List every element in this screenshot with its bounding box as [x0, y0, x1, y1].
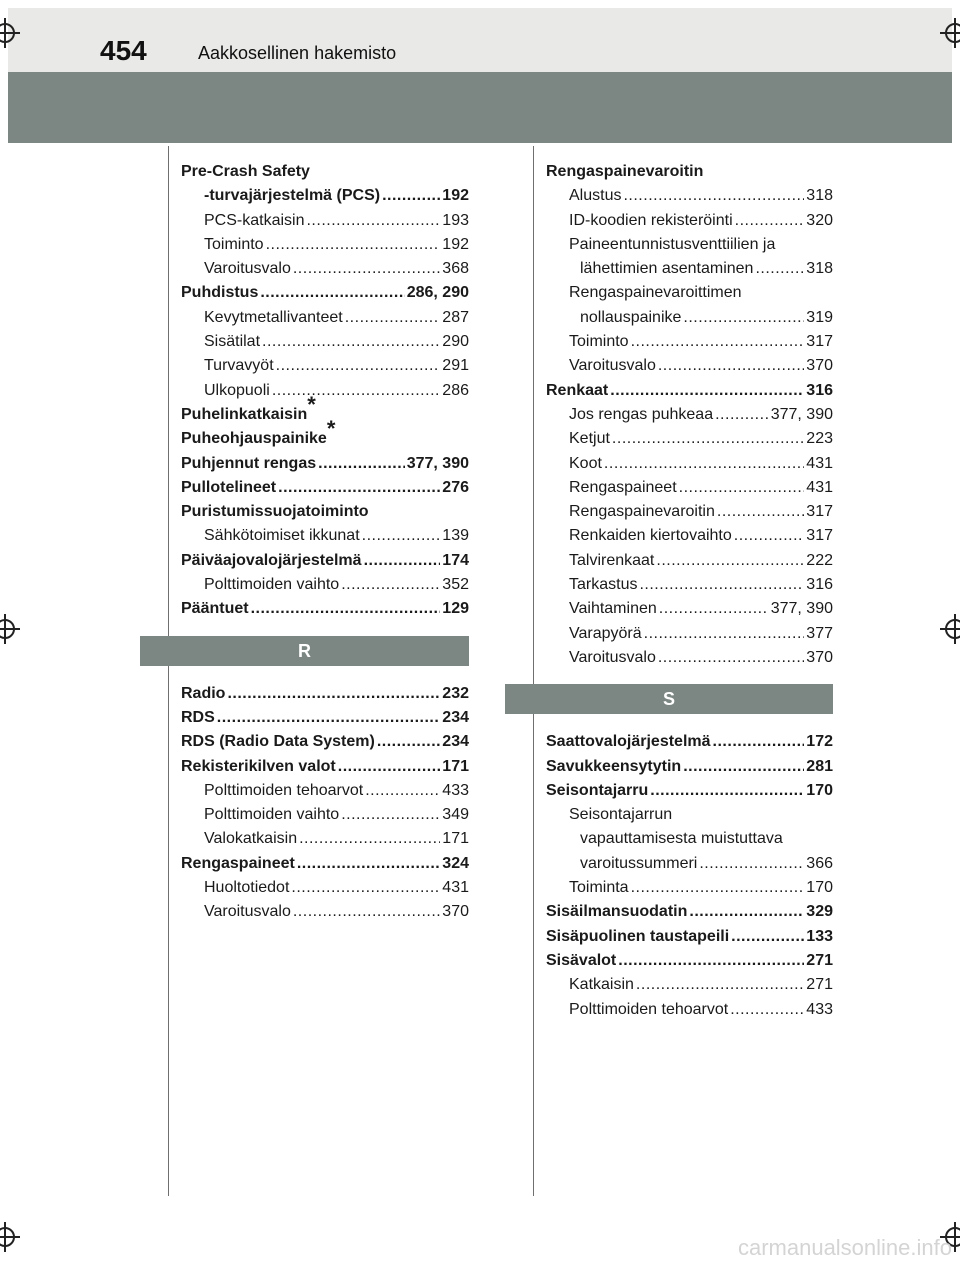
dot-leader [631, 330, 805, 354]
index-entry [546, 852, 833, 876]
entry-page-ref: 281 [806, 757, 833, 775]
crop-mark-icon [0, 1222, 20, 1252]
entry-page-ref: 317 [806, 527, 833, 545]
dot-leader [341, 573, 440, 597]
index-entry [181, 706, 469, 730]
crop-mark-icon [940, 18, 960, 48]
entry-term: Rengaspaineet [181, 854, 295, 872]
dot-leader [337, 427, 467, 451]
entry-term: Polttimoiden vaihto [204, 806, 340, 824]
entry-term: Pääntuet [181, 600, 249, 618]
entry-term: Varoitusvalo [204, 903, 291, 921]
entry-page-ref: 171 [442, 757, 469, 775]
dot-leader [293, 900, 440, 924]
index-entry [546, 925, 833, 949]
crop-mark-icon [940, 614, 960, 644]
entry-term: RDS (Radio Data System) [181, 733, 375, 751]
dot-leader [658, 646, 804, 670]
entry-term: Kevytmetallivanteet [204, 308, 343, 326]
entry-page-ref: 317 [806, 503, 833, 521]
dot-leader [658, 354, 804, 378]
entry-page-ref: 316 [806, 381, 833, 399]
index-entry [181, 524, 469, 548]
index-entry [546, 755, 833, 779]
dot-leader [656, 549, 804, 573]
dot-leader [345, 306, 441, 330]
index-entry [181, 779, 469, 803]
page-header [8, 8, 952, 143]
left-column-rule [168, 146, 169, 1196]
index-entry [546, 622, 833, 646]
entry-term: Sisätilat [204, 333, 261, 351]
index-entry [546, 427, 833, 451]
entry-term: Polttimoiden vaihto [204, 576, 340, 594]
dot-leader [755, 257, 804, 281]
dot-leader [318, 403, 467, 427]
entry-term: Renkaiden kiertovaihto [569, 527, 732, 545]
index-entry [181, 876, 469, 900]
crop-mark-icon [0, 18, 20, 48]
dot-leader [299, 827, 440, 851]
index-entry [181, 597, 469, 621]
index-entry [181, 500, 469, 524]
entry-term: Koot [569, 454, 602, 472]
entry-term: Polttimoiden tehoarvot [204, 781, 364, 799]
entry-term: Valokatkaisin [204, 830, 298, 848]
index-entry [546, 524, 833, 548]
entry-page-ref: 234 [442, 733, 469, 751]
entry-page-ref: 352 [442, 576, 469, 594]
dot-leader [631, 876, 805, 900]
dot-leader [604, 452, 804, 476]
entry-page-ref: 234 [442, 708, 469, 726]
watermark: carmanualsonline.info [737, 1235, 952, 1260]
dot-leader [338, 755, 441, 779]
entry-term: Seisontajarrun [569, 806, 673, 824]
index-entry [546, 354, 833, 378]
entry-term: Ketjut [569, 430, 610, 448]
crop-mark-icon [0, 614, 20, 644]
dot-leader [717, 500, 804, 524]
index-entry [546, 549, 833, 573]
dot-leader [272, 379, 440, 403]
entry-page-ref: 171 [442, 830, 469, 848]
index-entry [181, 803, 469, 827]
index-entry [546, 730, 833, 754]
entry-page-ref: 172 [806, 733, 833, 751]
dot-leader [362, 524, 441, 548]
entry-page-ref: 433 [442, 781, 469, 799]
page-title: Aakkosellinen hakemisto [198, 43, 397, 63]
index-entry [181, 354, 469, 378]
entry-page-ref: 193 [442, 211, 469, 229]
entry-page-ref: 271 [806, 951, 833, 969]
entry-page-ref: 377, 390 [770, 600, 833, 618]
entry-term: Huoltotiedot [204, 879, 290, 897]
index-entry [181, 391, 469, 427]
index-entry [181, 330, 469, 354]
entry-term: Renkaat [546, 381, 609, 399]
dot-leader [689, 900, 804, 924]
index-entry [546, 803, 833, 827]
entry-term: Pre-Crash Safety [181, 163, 310, 180]
entry-page-ref: 366 [806, 854, 833, 872]
dot-leader [713, 730, 805, 754]
dot-leader [735, 209, 805, 233]
index-entry [546, 646, 833, 670]
index-entry [546, 476, 833, 500]
index-entry [181, 281, 469, 305]
dot-leader [365, 779, 440, 803]
entry-page-ref: 317 [806, 333, 833, 351]
index-entry [546, 998, 833, 1022]
index-entry [181, 900, 469, 924]
index-entry [181, 209, 469, 233]
index-entry [181, 476, 469, 500]
entry-term: Puristumissuojatoiminto [181, 503, 369, 521]
dot-leader [639, 573, 804, 597]
entry-page-ref: 320 [806, 211, 833, 229]
right-entries-bottom [546, 730, 833, 1022]
dot-leader [318, 452, 405, 476]
left-entries-bottom [181, 682, 469, 925]
entry-term: Toiminto [204, 235, 264, 253]
entry-term: Varoitusvalo [204, 260, 291, 278]
dot-leader [744, 281, 831, 305]
index-entry [546, 973, 833, 997]
entry-page-ref: 377, 390 [406, 454, 469, 472]
index-entry [546, 379, 833, 403]
index-entry [546, 597, 833, 621]
index-entry [546, 876, 833, 900]
entry-term: Katkaisin [569, 976, 634, 994]
entry-page-ref: 319 [806, 308, 833, 326]
entry-term: Rekisterikilven valot [181, 757, 336, 775]
dot-leader [618, 949, 804, 973]
entry-page-ref: 286, 290 [406, 284, 469, 302]
index-entry [546, 330, 833, 354]
entry-page-ref: 316 [806, 576, 833, 594]
entry-page-ref: 433 [806, 1000, 833, 1018]
index-entry [546, 306, 833, 330]
entry-term: Savukkeensytytin [546, 757, 682, 775]
index-entry [181, 730, 469, 754]
left-column [181, 160, 469, 925]
header-top-band [8, 8, 952, 72]
entry-page-ref: 329 [806, 903, 833, 921]
index-entry [546, 403, 833, 427]
entry-term: Talvirenkaat [569, 551, 655, 569]
entry-page-ref: 324 [442, 854, 469, 872]
index-entry [546, 233, 833, 257]
dot-leader [297, 852, 440, 876]
entry-page-ref: 431 [806, 454, 833, 472]
entry-term: Rengaspainevaroittimen [569, 284, 742, 302]
entry-page-ref: 276 [442, 478, 469, 496]
entry-term: Radio [181, 684, 226, 702]
entry-term: Sisäpuolinen taustapeili [546, 927, 730, 945]
entry-term: Varapyörä [569, 624, 642, 642]
entry-page-ref: 133 [806, 927, 833, 945]
footnote-star: * [326, 416, 336, 442]
entry-term: Puhelinkatkaisin [181, 405, 308, 423]
dot-leader [377, 730, 440, 754]
entry-page-ref: 290 [442, 333, 469, 351]
dot-leader [734, 524, 805, 548]
dot-leader [650, 779, 804, 803]
dot-leader [217, 706, 441, 730]
dot-leader [266, 233, 441, 257]
index-entry [546, 281, 833, 305]
entry-term: Puheohjauspainike [181, 430, 327, 448]
entry-page-ref: 192 [442, 235, 469, 253]
dot-leader [260, 281, 404, 305]
dot-leader [683, 755, 804, 779]
dot-leader [679, 476, 805, 500]
entry-term: PCS-katkaisin [204, 211, 305, 229]
entry-term: Puhdistus [181, 284, 259, 302]
left-entries-top [181, 160, 469, 622]
entry-term: Rengaspaineet [569, 478, 677, 496]
entry-term: Paineentunnistusventtiilien ja [569, 235, 776, 253]
dot-leader [636, 973, 804, 997]
entry-term: Varoitusvalo [569, 357, 656, 375]
dot-leader [371, 500, 467, 524]
index-entry [546, 779, 833, 803]
dot-leader [659, 597, 769, 621]
entry-term: Seisontajarru [546, 781, 649, 799]
dot-leader [683, 306, 804, 330]
index-entry [546, 900, 833, 924]
index-entry [181, 452, 469, 476]
entry-page-ref: 222 [806, 551, 833, 569]
dot-leader [644, 622, 805, 646]
index-entry [546, 573, 833, 597]
right-entries-top [546, 160, 833, 670]
entry-page-ref: 349 [442, 806, 469, 824]
right-column [546, 160, 833, 1022]
entry-term: Alustus [569, 187, 622, 205]
entry-term: Saattovalojärjestelmä [546, 733, 711, 751]
entry-page-ref: 377, 390 [770, 405, 833, 423]
section-letter-s: S [505, 684, 833, 714]
entry-page-ref: 170 [806, 781, 833, 799]
entry-term: Sisävalot [546, 951, 617, 969]
entry-page-ref: 129 [442, 600, 469, 618]
index-entry [181, 827, 469, 851]
entry-term: lähettimien asentaminen [580, 260, 754, 278]
entry-page-ref: 223 [806, 430, 833, 448]
dot-leader [293, 257, 440, 281]
entry-page-ref: 291 [442, 357, 469, 375]
entry-term: Varoitusvalo [569, 648, 656, 666]
dot-leader [674, 803, 831, 827]
dot-leader [291, 876, 440, 900]
index-entry [181, 233, 469, 257]
index-entry [181, 306, 469, 330]
entry-term: Turvavyöt [204, 357, 274, 375]
entry-page-ref: 170 [806, 879, 833, 897]
center-column-rule [533, 146, 534, 1196]
dot-leader [341, 803, 440, 827]
dot-leader [731, 925, 804, 949]
entry-term: Tarkastus [569, 576, 638, 594]
section-letter-r: R [140, 636, 469, 666]
dot-leader [382, 184, 440, 208]
dot-leader [785, 827, 831, 851]
index-entry [546, 209, 833, 233]
dot-leader [623, 184, 804, 208]
entry-page-ref: 318 [806, 260, 833, 278]
entry-term: Rengaspainevaroitin [546, 163, 704, 180]
entry-page-ref: 318 [806, 187, 833, 205]
index-entry [181, 379, 469, 403]
entry-page-ref: 192 [442, 187, 469, 205]
footnote-star: * [307, 391, 316, 417]
index-entry [546, 452, 833, 476]
index-entry [181, 549, 469, 573]
dot-leader [306, 209, 440, 233]
entry-page-ref: 431 [442, 879, 469, 897]
dot-leader [262, 330, 440, 354]
dot-leader [699, 852, 804, 876]
index-entry [181, 257, 469, 281]
entry-page-ref: 139 [442, 527, 469, 545]
entry-page-ref: 370 [806, 648, 833, 666]
entry-term: Toiminta [569, 879, 629, 897]
entry-term: Pullotelineet [181, 478, 277, 496]
dot-leader [610, 379, 804, 403]
index-entry [181, 160, 469, 184]
entry-page-ref: 370 [806, 357, 833, 375]
entry-term: Sisäilmansuodatin [546, 903, 688, 921]
entry-term: nollauspainike [580, 308, 682, 326]
dot-leader [227, 682, 440, 706]
entry-page-ref: 370 [442, 903, 469, 921]
entry-term: Puhjennut rengas [181, 454, 317, 472]
index-entry [181, 416, 469, 451]
index-entry [546, 500, 833, 524]
index-entry [181, 184, 469, 208]
entry-term: varoitussummeri [580, 854, 698, 872]
dot-leader [705, 160, 831, 184]
dot-leader [612, 427, 804, 451]
entry-term: ID-koodien rekisteröinti [569, 211, 733, 229]
entry-page-ref: 368 [442, 260, 469, 278]
dot-leader [364, 549, 441, 573]
entry-term: Jos rengas puhkeaa [569, 405, 714, 423]
entry-term: vapauttamisesta muistuttava [580, 830, 783, 848]
entry-term: Rengaspainevaroitin [569, 503, 715, 521]
index-entry [181, 682, 469, 706]
entry-term: Ulkopuoli [204, 381, 270, 399]
entry-term: -turvajärjestelmä (PCS) [204, 187, 381, 205]
entry-term: Polttimoiden tehoarvot [569, 1000, 729, 1018]
dot-leader [251, 597, 441, 621]
index-entry [546, 160, 833, 184]
entry-term: RDS [181, 708, 215, 726]
entry-page-ref: 174 [442, 551, 469, 569]
entry-page-ref: 377 [806, 624, 833, 642]
index-entry [546, 257, 833, 281]
dot-leader [777, 233, 831, 257]
entry-term: Sähkötoimiset ikkunat [204, 527, 360, 545]
dot-leader [278, 476, 440, 500]
index-entry [181, 852, 469, 876]
dot-leader [312, 160, 467, 184]
entry-page-ref: 232 [442, 684, 469, 702]
entry-page-ref: 271 [806, 976, 833, 994]
index-entry [546, 949, 833, 973]
index-entry [546, 184, 833, 208]
index-entry [181, 755, 469, 779]
entry-page-ref: 431 [806, 478, 833, 496]
index-entry [546, 827, 833, 851]
entry-page-ref: 286 [442, 381, 469, 399]
page-number: 454 [100, 35, 147, 66]
dot-leader [276, 354, 441, 378]
entry-page-ref: 287 [442, 308, 469, 326]
entry-term: Toiminto [569, 333, 629, 351]
entry-term: Päiväajovalojärjestelmä [181, 551, 362, 569]
index-entry [181, 573, 469, 597]
entry-term: Vaihtaminen [569, 600, 657, 618]
dot-leader [730, 998, 804, 1022]
dot-leader [715, 403, 769, 427]
